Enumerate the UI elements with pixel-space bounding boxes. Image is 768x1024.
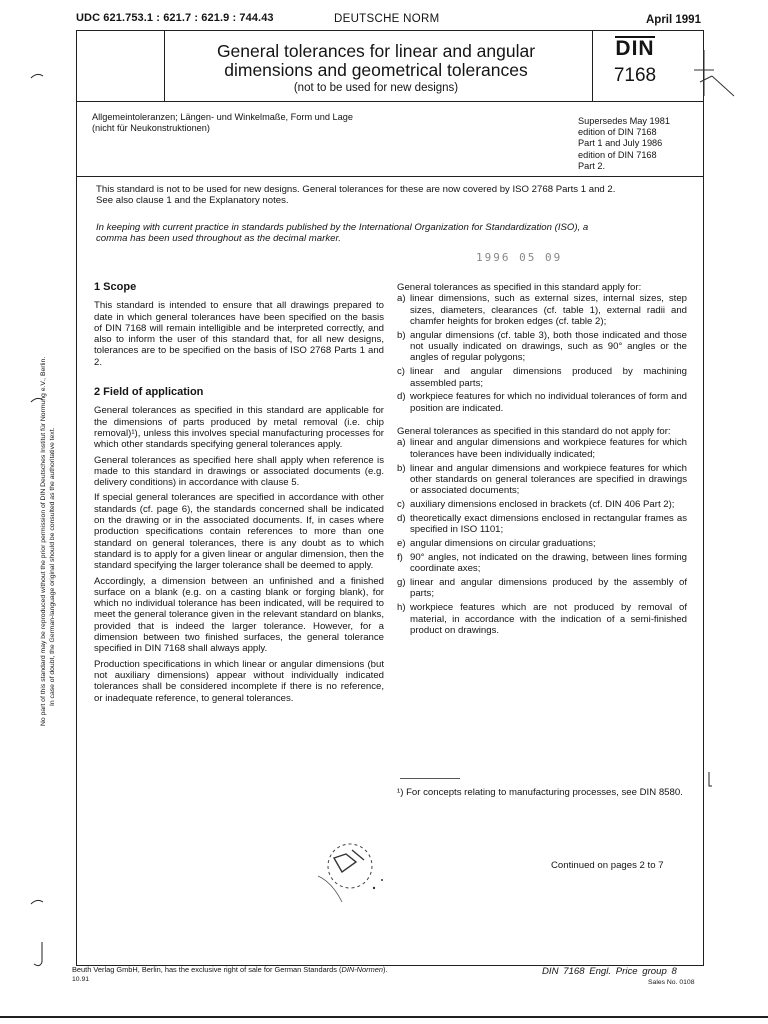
- din-logo: DIN: [615, 37, 655, 60]
- german-title-line-2: (nicht für Neukonstruktionen): [92, 123, 210, 134]
- supersedes-line-1: Supersedes May 1981: [578, 116, 670, 126]
- german-title: [92, 112, 422, 134]
- list-item: [397, 577, 687, 600]
- iso-decimal-note: [96, 222, 696, 245]
- continued-note: Continued on pages 2 to 7: [551, 860, 664, 871]
- list-item-label: a): [397, 293, 406, 305]
- footnote-text: For concepts relating to manufacturing processes, see DIN 8580.: [406, 787, 683, 798]
- usage-notice-line-2: See also clause 1 and the Explanatory notes.: [96, 195, 289, 207]
- apply-list: [397, 293, 687, 414]
- section-divider: [76, 176, 704, 177]
- notapply-intro: General tolerances as specified in this standard do not apply for:: [397, 426, 671, 438]
- margin-tick-icon: [30, 896, 44, 908]
- margin-tick-icon: [30, 70, 44, 82]
- margin-bar-icon: [706, 770, 714, 790]
- field-paragraph-1: General tolerances as specified in this standard are applicable for the dimensions of parts produced by metal removal (i.e. chip removal)¹), unless this involves special manufacturing processes for which other standards specifying general tolerances apply.: [94, 405, 384, 451]
- scope-heading: 1 Scope: [94, 281, 137, 293]
- issue-date: April 1991: [646, 14, 701, 26]
- pen-annotation-icon: [690, 46, 750, 106]
- list-item-label: d): [397, 391, 406, 403]
- supersedes-note: [578, 116, 698, 172]
- list-item-text: auxiliary dimensions enclosed in brackets (cf. DIN 406 Part 2);: [410, 499, 675, 511]
- list-item-label: g): [397, 577, 406, 589]
- list-item-label: e): [397, 538, 406, 550]
- list-item-text: 90° angles, not indicated on the drawing, between lines forming coordinate axes;: [410, 551, 687, 575]
- list-item-text: linear and angular dimensions produced by the assembly of parts;: [410, 577, 687, 600]
- field-paragraph-2: General tolerances as specified here shall apply when reference is made to this standard in drawings or associated documents (e.g. delivery conditions) in accordance with clause 5.: [94, 454, 384, 489]
- copyright-note-line-2: In case of doubt, the German-language original should be consulted as the authoritative text.: [49, 427, 56, 706]
- list-item-text: theoretically exact dimensions enclosed in rectangular frames as specified in ISO 1101;: [410, 512, 687, 536]
- notapply-list: [397, 437, 687, 636]
- list-item-text: linear and angular dimensions and workpiece features for which tolerances have been individually indicated;: [410, 437, 687, 460]
- copyright-note-line-1: No part of this standard may be reproduced without the prior permission of DIN Deutsches Institut für Normung e.V., Berlin.: [40, 356, 47, 726]
- supersedes-line-3: Part 1 and July 1986: [578, 138, 663, 149]
- list-item: [397, 366, 687, 389]
- field-paragraph-5: Production specifications in which linear or angular dimensions (but not auxiliary dimensions) appear without individually indicated tolerances shall be considered incomplete if there is no reference, or inadequate reference, to general tolerances.: [94, 658, 384, 704]
- din-receipt-stamp-icon: [312, 832, 402, 922]
- list-item-text: workpiece features which are not produced by removal of material, in accordance with the indication of a semi-finished product on drawings.: [410, 602, 687, 636]
- list-item-text: workpiece features for which no individual tolerances of form and position are indicated.: [410, 391, 687, 414]
- list-item-label: b): [397, 462, 406, 474]
- list-item-label: h): [397, 602, 406, 614]
- document-subtitle: (not to be used for new designs): [293, 82, 459, 94]
- document-title: [166, 42, 586, 80]
- field-paragraph-4: Accordingly, a dimension between an unfinished and a finished surface on a blank (e.g. on a casting blank or forging blank), for which no individual tolerance has been indicated, will be required to meet the general tolerance given in the relevant standard on blanks, provided that is indeed the larger tolerance. However, for a dimension between two finished surfaces, the general tolerance specified in DIN 7168 shall always apply.: [94, 575, 384, 655]
- sales-number: Sales No. 0108: [648, 979, 695, 986]
- margin-hook-icon: [30, 940, 46, 970]
- supersedes-line-4: edition of DIN 7168: [578, 149, 657, 160]
- usage-notice-line-1: This standard is not to be used for new designs. General tolerances for these are now covered by ISO 2768 Parts 1 and 2.: [96, 184, 616, 195]
- list-item: [397, 330, 687, 364]
- title-divider-right: [592, 30, 593, 102]
- list-item-label: d): [397, 512, 406, 524]
- copyright-side-notes: [39, 256, 56, 726]
- din-number-block: [600, 36, 670, 87]
- usage-notice: [96, 184, 696, 207]
- list-item: [397, 513, 687, 536]
- received-stamp: 1996 05 09: [476, 251, 563, 264]
- footnote-marker: ¹): [397, 787, 404, 798]
- supersedes-line-2: edition of DIN 7168: [578, 127, 657, 138]
- publisher-suffix: ).: [382, 965, 388, 974]
- iso-note-line-1: In keeping with current practice in standards published by the International Organization for Standardization (ISO), a: [96, 222, 589, 233]
- title-line-2: dimensions and geometrical tolerances: [224, 60, 528, 80]
- german-title-line-1: Allgemeintoleranzen; Längen- und Winkelmaße, Form und Lage: [92, 112, 353, 122]
- apply-intro: General tolerances as specified in this standard apply for:: [397, 282, 642, 293]
- scope-text: This standard is intended to ensure that all drawings prepared to date in which general tolerances have been specified on the basis of DIN 7168 will remain intelligible and be interpreted correctly, and also to inform the user of this standard that, for all new designs, tolerances are to be specified on the basis of ISO 2768 Parts 1 and 2.: [94, 300, 384, 368]
- list-item-label: a): [397, 437, 406, 449]
- publisher-italic: DIN-Normen: [341, 965, 383, 974]
- list-item: [397, 552, 687, 575]
- list-item: [397, 538, 687, 549]
- list-item-label: c): [397, 499, 405, 511]
- list-item-label: c): [397, 366, 405, 378]
- title-divider-left: [164, 30, 165, 102]
- list-item-text: linear and angular dimensions produced by machining assembled parts;: [410, 366, 687, 389]
- right-column: [397, 282, 687, 639]
- list-item-text: angular dimensions (cf. table 3), both those indicated and those not usually indicated on drawings, such as 90° angles or the angles of regular polygons;: [410, 329, 687, 364]
- footnote-rule: [400, 778, 460, 779]
- publisher-prefix: Beuth Verlag GmbH, Berlin, has the exclusive right of sale for German Standards (: [72, 965, 342, 974]
- field-paragraph-3: If special general tolerances are specified in accordance with other standards (cf. page 6), the standards concerned shall be indicated on the drawing or in the associated documents. If, in cases where production specifications contain references to more than one standard on general tolerances, there is any doubt as to which standard is to apply for a given linear or angular dimension, then the standard specifying the larger tolerance shall be deemed to apply.: [94, 492, 384, 572]
- left-column: [94, 282, 384, 708]
- footnote: [397, 787, 689, 798]
- list-item: [397, 293, 687, 327]
- list-item-label: f): [397, 551, 403, 563]
- publisher-note: [72, 965, 387, 974]
- list-item-text: linear dimensions, such as external sizes, internal sizes, step sizes, diameters, clearances (cf. table 1), external radii and chamfer heights for broken edges (cf. table 2);: [410, 293, 687, 327]
- udc-classification: UDC 621.753.1 : 621.7 : 621.9 : 744.43: [76, 12, 274, 24]
- list-item: [397, 391, 687, 414]
- list-item: [397, 463, 687, 497]
- iso-note-line-2: comma has been used throughout as the decimal marker.: [96, 233, 341, 245]
- bottom-edge-line: [0, 1016, 768, 1018]
- title-underline: [76, 101, 704, 102]
- title-line-1: General tolerances for linear and angular: [216, 41, 536, 61]
- margin-tick-icon: [30, 394, 44, 406]
- field-heading: 2 Field of application: [94, 386, 204, 399]
- list-item-text: angular dimensions on circular graduations;: [410, 538, 596, 550]
- list-item: [397, 437, 687, 460]
- supersedes-line-5: Part 2.: [578, 160, 606, 171]
- list-item: [397, 499, 687, 510]
- list-item: [397, 602, 687, 636]
- print-code: 10.91: [72, 976, 90, 983]
- list-item-text: linear and angular dimensions and workpiece features for which other standards on general tolerances are specified in drawings or associated documents;: [410, 462, 687, 497]
- document-reference: DIN 7168 Engl. Price group 8: [542, 966, 677, 977]
- list-item-label: b): [397, 329, 406, 341]
- norm-label: DEUTSCHE NORM: [334, 13, 440, 25]
- din-standard-number: 7168: [613, 65, 657, 86]
